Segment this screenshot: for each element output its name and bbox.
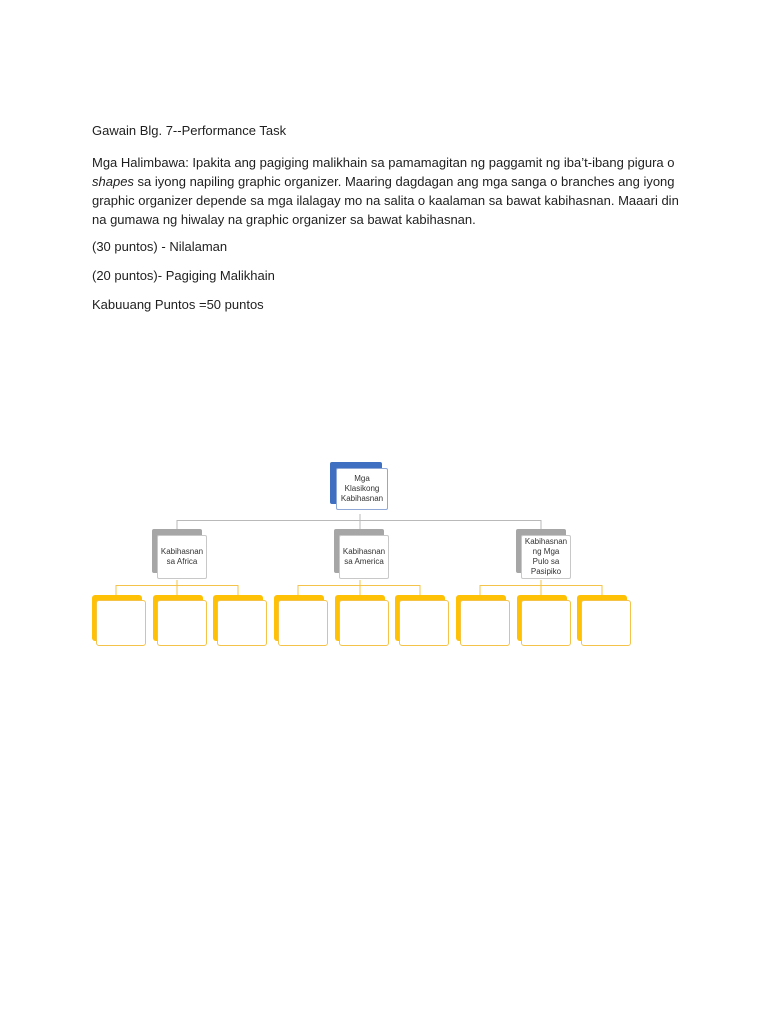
instructions-italic-word: shapes <box>92 174 134 189</box>
leaf-node-box <box>460 600 510 646</box>
leaf-node-box <box>278 600 328 646</box>
root-node-label: Mga Klasikong Kabihasnan <box>336 468 388 510</box>
branch-node-label: Kabihasnan sa America <box>339 535 389 579</box>
score-total: Kabuuang Puntos =50 puntos <box>92 297 264 312</box>
branch-node-label: Kabihasnan ng Mga Pulo sa Pasipiko <box>521 535 571 579</box>
branch-node-label: Kabihasnan sa Africa <box>157 535 207 579</box>
leaf-node-box <box>339 600 389 646</box>
score-creativity: (20 puntos)- Pagiging Malikhain <box>92 268 275 283</box>
leaf-node-box <box>217 600 267 646</box>
leaf-node-box <box>521 600 571 646</box>
score-content: (30 puntos) - Nilalaman <box>92 239 228 254</box>
root-connectors <box>177 514 541 530</box>
leaf-node-box <box>96 600 146 646</box>
task-title: Gawain Blg. 7--Performance Task <box>92 123 287 138</box>
leaf-node-box <box>581 600 631 646</box>
instructions-text-1: Mga Halimbawa: Ipakita ang pagiging malikhain sa pamamagitan ng paggamit ng iba’t-ibang pigura o <box>92 155 675 170</box>
leaf-node-box <box>157 600 207 646</box>
instructions-text-2: sa iyong napiling graphic organizer. Maaring dagdagan ang mga sanga o branches ang iyong graphic organizer depende sa mga ilalagay mo na salita o kaalaman sa bawat kabihasnan. Maaari din na gumawa ng hiwalay na graphic organizer sa bawat kabihasnan. <box>92 174 679 227</box>
leaf-connectors <box>116 580 602 595</box>
leaf-node-box <box>399 600 449 646</box>
